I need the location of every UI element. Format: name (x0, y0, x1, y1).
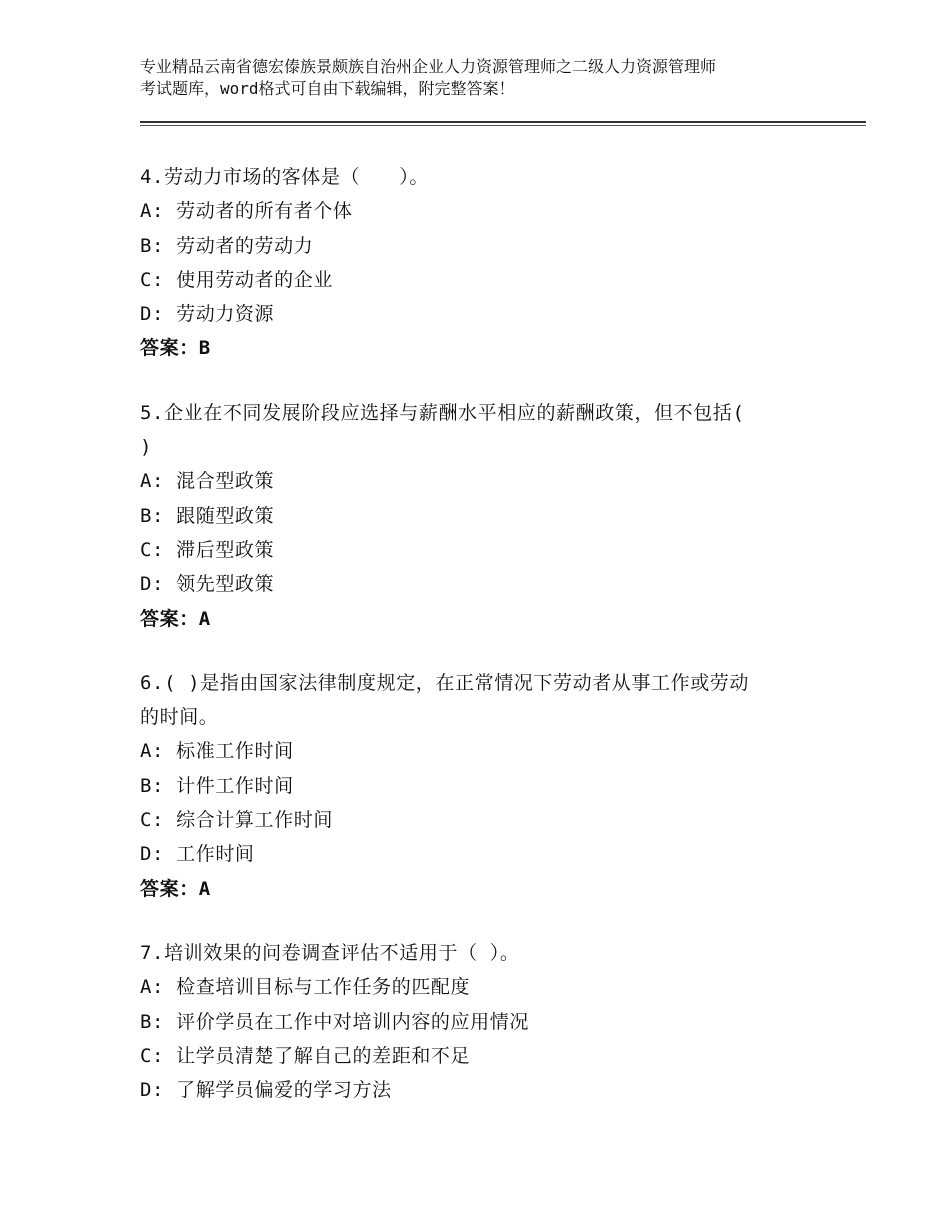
question-stem: 7.培训效果的问卷调查评估不适用于（ ）。 (140, 941, 520, 964)
question-stem: 4.劳动力市场的客体是（ ）。 (140, 166, 429, 188)
question-7 (140, 936, 820, 1107)
option-a: A: 混合型政策 (140, 470, 275, 493)
question-stem: 5.企业在不同发展阶段应选择与薪酬水平相应的薪酬政策，但不包括( (140, 401, 745, 424)
option-b: B: 评价学员在工作中对培训内容的应用情况 (140, 1010, 529, 1033)
header-title-line-1: 专业精品云南省德宏傣族景颇族自治州企业人力资源管理师之二级人力资源管理师 (140, 57, 717, 76)
header-divider-thick (140, 121, 866, 123)
option-c: C: 综合计算工作时间 (140, 809, 333, 832)
question-4 (140, 160, 820, 366)
answer: 答案：B (140, 337, 211, 360)
option-b: B: 计件工作时间 (140, 774, 294, 797)
option-c: C: 滞后型政策 (140, 538, 275, 561)
option-a: A: 检查培训目标与工作任务的匹配度 (140, 976, 471, 999)
answer: 答案：A (140, 877, 211, 900)
question-6 (140, 666, 820, 906)
question-stem-continued: ) (140, 436, 153, 459)
answer: 答案：A (140, 607, 211, 630)
option-c: C: 使用劳动者的企业 (140, 268, 333, 291)
option-b: B: 劳动者的劳动力 (140, 234, 314, 257)
option-d: D: 领先型政策 (140, 573, 275, 596)
question-stem: 6.( )是指由国家法律制度规定，在正常情况下劳动者从事工作或劳动 (140, 671, 749, 694)
header-divider-thin (140, 125, 866, 126)
question-list (140, 160, 820, 1137)
option-d: D: 工作时间 (140, 843, 255, 866)
header-title-line-2: 考试题库，word格式可自由下载编辑，附完整答案！ (140, 79, 515, 98)
option-d: D: 了解学员偏爱的学习方法 (140, 1079, 392, 1102)
option-b: B: 跟随型政策 (140, 504, 275, 527)
option-a: A: 劳动者的所有者个体 (140, 200, 353, 223)
option-d: D: 劳动力资源 (140, 303, 275, 326)
option-c: C: 让学员清楚了解自己的差距和不足 (140, 1044, 471, 1067)
question-5 (140, 396, 820, 636)
option-a: A: 标准工作时间 (140, 740, 294, 763)
question-stem-continued: 的时间。 (140, 706, 219, 729)
document-header (140, 56, 840, 100)
